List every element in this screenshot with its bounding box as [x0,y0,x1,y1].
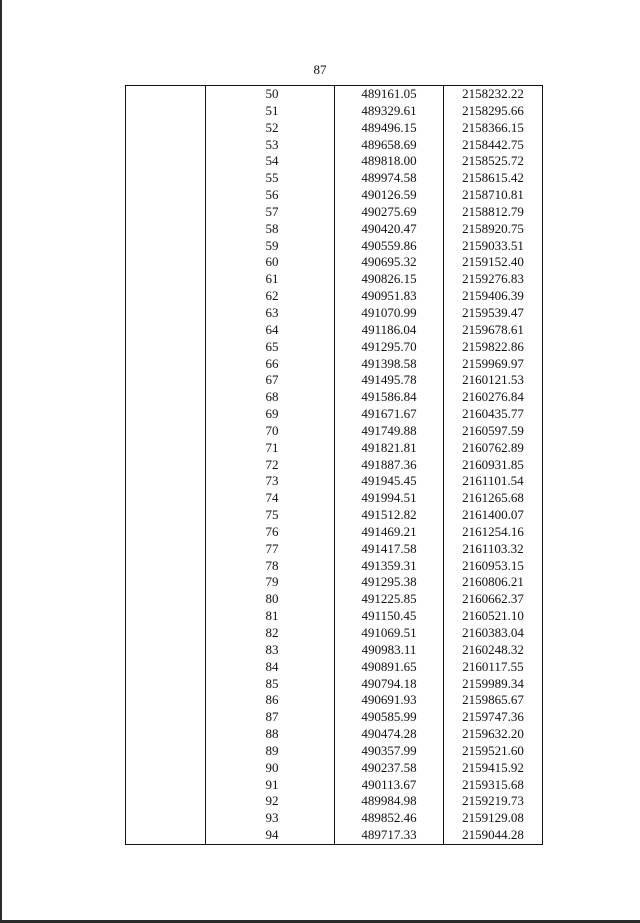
x-coordinate-cell: 489852.46 [335,810,444,827]
y-coordinate-cell: 2159276.83 [444,271,543,288]
scan-edge-left [0,0,2,923]
point-number-cell: 61 [206,271,335,288]
y-coordinate-cell: 2159415.92 [444,760,543,777]
y-coordinate-cell: 2158366.15 [444,120,543,137]
blank-cell [126,170,206,187]
y-coordinate-cell: 2160121.53 [444,372,543,389]
blank-cell [126,591,206,608]
x-coordinate-cell: 491150.45 [335,608,444,625]
point-number-cell: 74 [206,490,335,507]
x-coordinate-cell: 490113.67 [335,777,444,794]
table-row [126,777,543,794]
point-number-cell: 94 [206,827,335,844]
table-row [126,389,543,406]
table-row [126,659,543,676]
y-coordinate-cell: 2159152.40 [444,254,543,271]
x-coordinate-cell: 491417.58 [335,541,444,558]
table-row [126,574,543,591]
table-row [126,524,543,541]
table-row [126,793,543,810]
coordinate-table-body [126,86,543,845]
x-coordinate-cell: 490275.69 [335,204,444,221]
x-coordinate-cell: 491749.88 [335,423,444,440]
table-row [126,170,543,187]
point-number-cell: 54 [206,153,335,170]
point-number-cell: 72 [206,457,335,474]
table-row [126,187,543,204]
x-coordinate-cell: 491070.99 [335,305,444,322]
blank-cell [126,187,206,204]
x-coordinate-cell: 490474.28 [335,726,444,743]
blank-cell [126,153,206,170]
table-row [126,760,543,777]
point-number-cell: 67 [206,372,335,389]
table-row [126,153,543,170]
blank-cell [126,676,206,693]
x-coordinate-cell: 491495.78 [335,372,444,389]
point-number-cell: 70 [206,423,335,440]
x-coordinate-cell: 489658.69 [335,137,444,154]
point-number-cell: 79 [206,574,335,591]
point-number-cell: 80 [206,591,335,608]
y-coordinate-cell: 2158232.22 [444,86,543,103]
table-row [126,692,543,709]
y-coordinate-cell: 2160248.32 [444,642,543,659]
table-row [126,709,543,726]
x-coordinate-cell: 491186.04 [335,322,444,339]
table-row [126,406,543,423]
blank-cell [126,827,206,844]
blank-cell [126,356,206,373]
table-row [126,288,543,305]
x-coordinate-cell: 491821.81 [335,440,444,457]
blank-cell [126,457,206,474]
x-coordinate-cell: 490891.65 [335,659,444,676]
blank-cell [126,339,206,356]
point-number-cell: 88 [206,726,335,743]
y-coordinate-cell: 2159822.86 [444,339,543,356]
blank-cell [126,288,206,305]
point-number-cell: 93 [206,810,335,827]
y-coordinate-cell: 2158525.72 [444,153,543,170]
table-row [126,591,543,608]
x-coordinate-cell: 491586.84 [335,389,444,406]
y-coordinate-cell: 2160931.85 [444,457,543,474]
table-row [126,339,543,356]
point-number-cell: 68 [206,389,335,406]
x-coordinate-cell: 491512.82 [335,507,444,524]
blank-cell [126,406,206,423]
y-coordinate-cell: 2158615.42 [444,170,543,187]
y-coordinate-cell: 2160762.89 [444,440,543,457]
table-row [126,608,543,625]
table-row [126,305,543,322]
y-coordinate-cell: 2159678.61 [444,322,543,339]
point-number-cell: 65 [206,339,335,356]
point-number-cell: 62 [206,288,335,305]
y-coordinate-cell: 2158442.75 [444,137,543,154]
blank-cell [126,709,206,726]
table-row [126,271,543,288]
point-number-cell: 81 [206,608,335,625]
x-coordinate-cell: 491295.38 [335,574,444,591]
blank-cell [126,777,206,794]
point-number-cell: 66 [206,356,335,373]
x-coordinate-cell: 489974.58 [335,170,444,187]
table-row [126,120,543,137]
y-coordinate-cell: 2160521.10 [444,608,543,625]
blank-cell [126,810,206,827]
blank-cell [126,608,206,625]
x-coordinate-cell: 490695.32 [335,254,444,271]
point-number-cell: 56 [206,187,335,204]
x-coordinate-cell: 490826.15 [335,271,444,288]
blank-cell [126,760,206,777]
y-coordinate-cell: 2160662.37 [444,591,543,608]
x-coordinate-cell: 489717.33 [335,827,444,844]
blank-cell [126,389,206,406]
point-number-cell: 78 [206,558,335,575]
blank-cell [126,238,206,255]
x-coordinate-cell: 491469.21 [335,524,444,541]
table-row [126,356,543,373]
x-coordinate-cell: 491359.31 [335,558,444,575]
point-number-cell: 71 [206,440,335,457]
blank-cell [126,440,206,457]
y-coordinate-cell: 2158710.81 [444,187,543,204]
point-number-cell: 75 [206,507,335,524]
blank-cell [126,490,206,507]
point-number-cell: 73 [206,473,335,490]
y-coordinate-cell: 2159044.28 [444,827,543,844]
x-coordinate-cell: 490951.83 [335,288,444,305]
x-coordinate-cell: 491994.51 [335,490,444,507]
point-number-cell: 82 [206,625,335,642]
table-row [126,86,543,103]
point-number-cell: 69 [206,406,335,423]
y-coordinate-cell: 2158812.79 [444,204,543,221]
point-number-cell: 91 [206,777,335,794]
x-coordinate-cell: 489496.15 [335,120,444,137]
table-row [126,810,543,827]
point-number-cell: 92 [206,793,335,810]
table-row [126,726,543,743]
point-number-cell: 51 [206,103,335,120]
table-row [126,204,543,221]
y-coordinate-cell: 2159539.47 [444,305,543,322]
table-row [126,642,543,659]
x-coordinate-cell: 490559.86 [335,238,444,255]
blank-cell [126,625,206,642]
table-row [126,558,543,575]
y-coordinate-cell: 2160597.59 [444,423,543,440]
blank-cell [126,524,206,541]
table-row [126,322,543,339]
point-number-cell: 59 [206,238,335,255]
y-coordinate-cell: 2160953.15 [444,558,543,575]
y-coordinate-cell: 2159969.97 [444,356,543,373]
point-number-cell: 57 [206,204,335,221]
x-coordinate-cell: 490237.58 [335,760,444,777]
x-coordinate-cell: 489161.05 [335,86,444,103]
y-coordinate-cell: 2159521.60 [444,743,543,760]
point-number-cell: 84 [206,659,335,676]
point-number-cell: 58 [206,221,335,238]
blank-cell [126,137,206,154]
table-row [126,221,543,238]
blank-cell [126,642,206,659]
x-coordinate-cell: 491295.70 [335,339,444,356]
blank-cell [126,221,206,238]
blank-cell [126,659,206,676]
blank-cell [126,574,206,591]
point-number-cell: 64 [206,322,335,339]
point-number-cell: 60 [206,254,335,271]
table-row [126,103,543,120]
y-coordinate-cell: 2160806.21 [444,574,543,591]
table-row [126,827,543,844]
x-coordinate-cell: 491945.45 [335,473,444,490]
table-row [126,490,543,507]
x-coordinate-cell: 491398.58 [335,356,444,373]
blank-cell [126,692,206,709]
y-coordinate-cell: 2158920.75 [444,221,543,238]
y-coordinate-cell: 2159747.36 [444,709,543,726]
blank-cell [126,726,206,743]
table-row [126,440,543,457]
x-coordinate-cell: 491069.51 [335,625,444,642]
blank-cell [126,541,206,558]
table-row [126,743,543,760]
y-coordinate-cell: 2159033.51 [444,238,543,255]
y-coordinate-cell: 2161265.68 [444,490,543,507]
point-number-cell: 85 [206,676,335,693]
point-number-cell: 63 [206,305,335,322]
y-coordinate-cell: 2159219.73 [444,793,543,810]
x-coordinate-cell: 489818.00 [335,153,444,170]
table-row [126,625,543,642]
table-row [126,423,543,440]
blank-cell [126,372,206,389]
y-coordinate-cell: 2160276.84 [444,389,543,406]
y-coordinate-cell: 2161254.16 [444,524,543,541]
point-number-cell: 77 [206,541,335,558]
blank-cell [126,305,206,322]
blank-cell [126,204,206,221]
table-row [126,238,543,255]
y-coordinate-cell: 2160435.77 [444,406,543,423]
point-number-cell: 76 [206,524,335,541]
x-coordinate-cell: 489984.98 [335,793,444,810]
y-coordinate-cell: 2161103.32 [444,541,543,558]
x-coordinate-cell: 490585.99 [335,709,444,726]
blank-cell [126,120,206,137]
table-row [126,372,543,389]
y-coordinate-cell: 2161101.54 [444,473,543,490]
y-coordinate-cell: 2159406.39 [444,288,543,305]
blank-cell [126,507,206,524]
point-number-cell: 87 [206,709,335,726]
point-number-cell: 50 [206,86,335,103]
point-number-cell: 89 [206,743,335,760]
x-coordinate-cell: 490357.99 [335,743,444,760]
coordinate-table [125,85,543,845]
x-coordinate-cell: 490691.93 [335,692,444,709]
blank-cell [126,423,206,440]
point-number-cell: 86 [206,692,335,709]
x-coordinate-cell: 490983.11 [335,642,444,659]
y-coordinate-cell: 2160117.55 [444,659,543,676]
point-number-cell: 53 [206,137,335,154]
blank-cell [126,86,206,103]
y-coordinate-cell: 2161400.07 [444,507,543,524]
table-row [126,457,543,474]
table-row [126,137,543,154]
blank-cell [126,271,206,288]
x-coordinate-cell: 490126.59 [335,187,444,204]
table-row [126,507,543,524]
page-number: 87 [313,62,327,77]
point-number-cell: 52 [206,120,335,137]
point-number-cell: 55 [206,170,335,187]
y-coordinate-cell: 2159989.34 [444,676,543,693]
blank-cell [126,473,206,490]
y-coordinate-cell: 2159315.68 [444,777,543,794]
x-coordinate-cell: 489329.61 [335,103,444,120]
point-number-cell: 83 [206,642,335,659]
y-coordinate-cell: 2159865.67 [444,692,543,709]
point-number-cell: 90 [206,760,335,777]
x-coordinate-cell: 490794.18 [335,676,444,693]
blank-cell [126,103,206,120]
y-coordinate-cell: 2159129.08 [444,810,543,827]
x-coordinate-cell: 491671.67 [335,406,444,423]
blank-cell [126,793,206,810]
blank-cell [126,254,206,271]
table-row [126,473,543,490]
y-coordinate-cell: 2158295.66 [444,103,543,120]
blank-cell [126,558,206,575]
blank-cell [126,743,206,760]
y-coordinate-cell: 2160383.04 [444,625,543,642]
table-row [126,676,543,693]
table-row [126,254,543,271]
y-coordinate-cell: 2159632.20 [444,726,543,743]
x-coordinate-cell: 491225.85 [335,591,444,608]
table-row [126,541,543,558]
blank-cell [126,322,206,339]
x-coordinate-cell: 490420.47 [335,221,444,238]
x-coordinate-cell: 491887.36 [335,457,444,474]
